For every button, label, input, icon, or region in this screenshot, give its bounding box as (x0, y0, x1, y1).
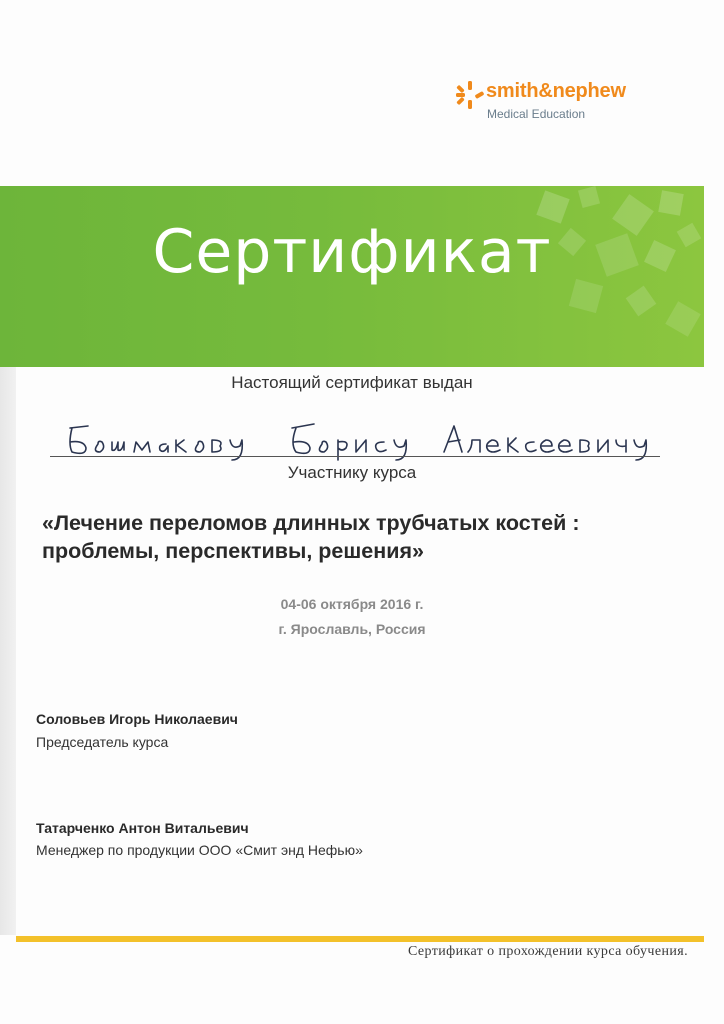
logo-brand-text: smith&nephew (486, 80, 626, 102)
bottom-accent-bar (16, 936, 704, 942)
chairman-role: Председатель курса (36, 734, 169, 750)
issued-to-text: Настоящий сертификат выдан (231, 373, 473, 392)
logo-subtitle: Medical Education (487, 107, 586, 121)
smith-nephew-logo (455, 76, 705, 126)
chairman-name: Соловьев Игорь Николаевич (36, 711, 238, 727)
certificate-title: Сертификат (152, 217, 552, 287)
participant-label: Участнику курса (287, 463, 417, 482)
course-title: «Лечение переломов длинных трубчатых костей : проблемы, перспективы, решения» (42, 511, 580, 563)
star-logo-icon (455, 80, 485, 110)
footer-note: Сертификат о прохождении курса обучения. (408, 944, 688, 959)
manager-name: Татарченко Антон Витальевич (36, 820, 249, 836)
course-location: г. Ярославль, Россия (278, 621, 426, 637)
course-dates: 04-06 октября 2016 г. (280, 596, 424, 612)
left-margin-strip (0, 367, 16, 935)
manager-role: Менеджер по продукции ООО «Смит энд Нефью» (36, 842, 363, 858)
recipient-name-line (50, 456, 660, 457)
